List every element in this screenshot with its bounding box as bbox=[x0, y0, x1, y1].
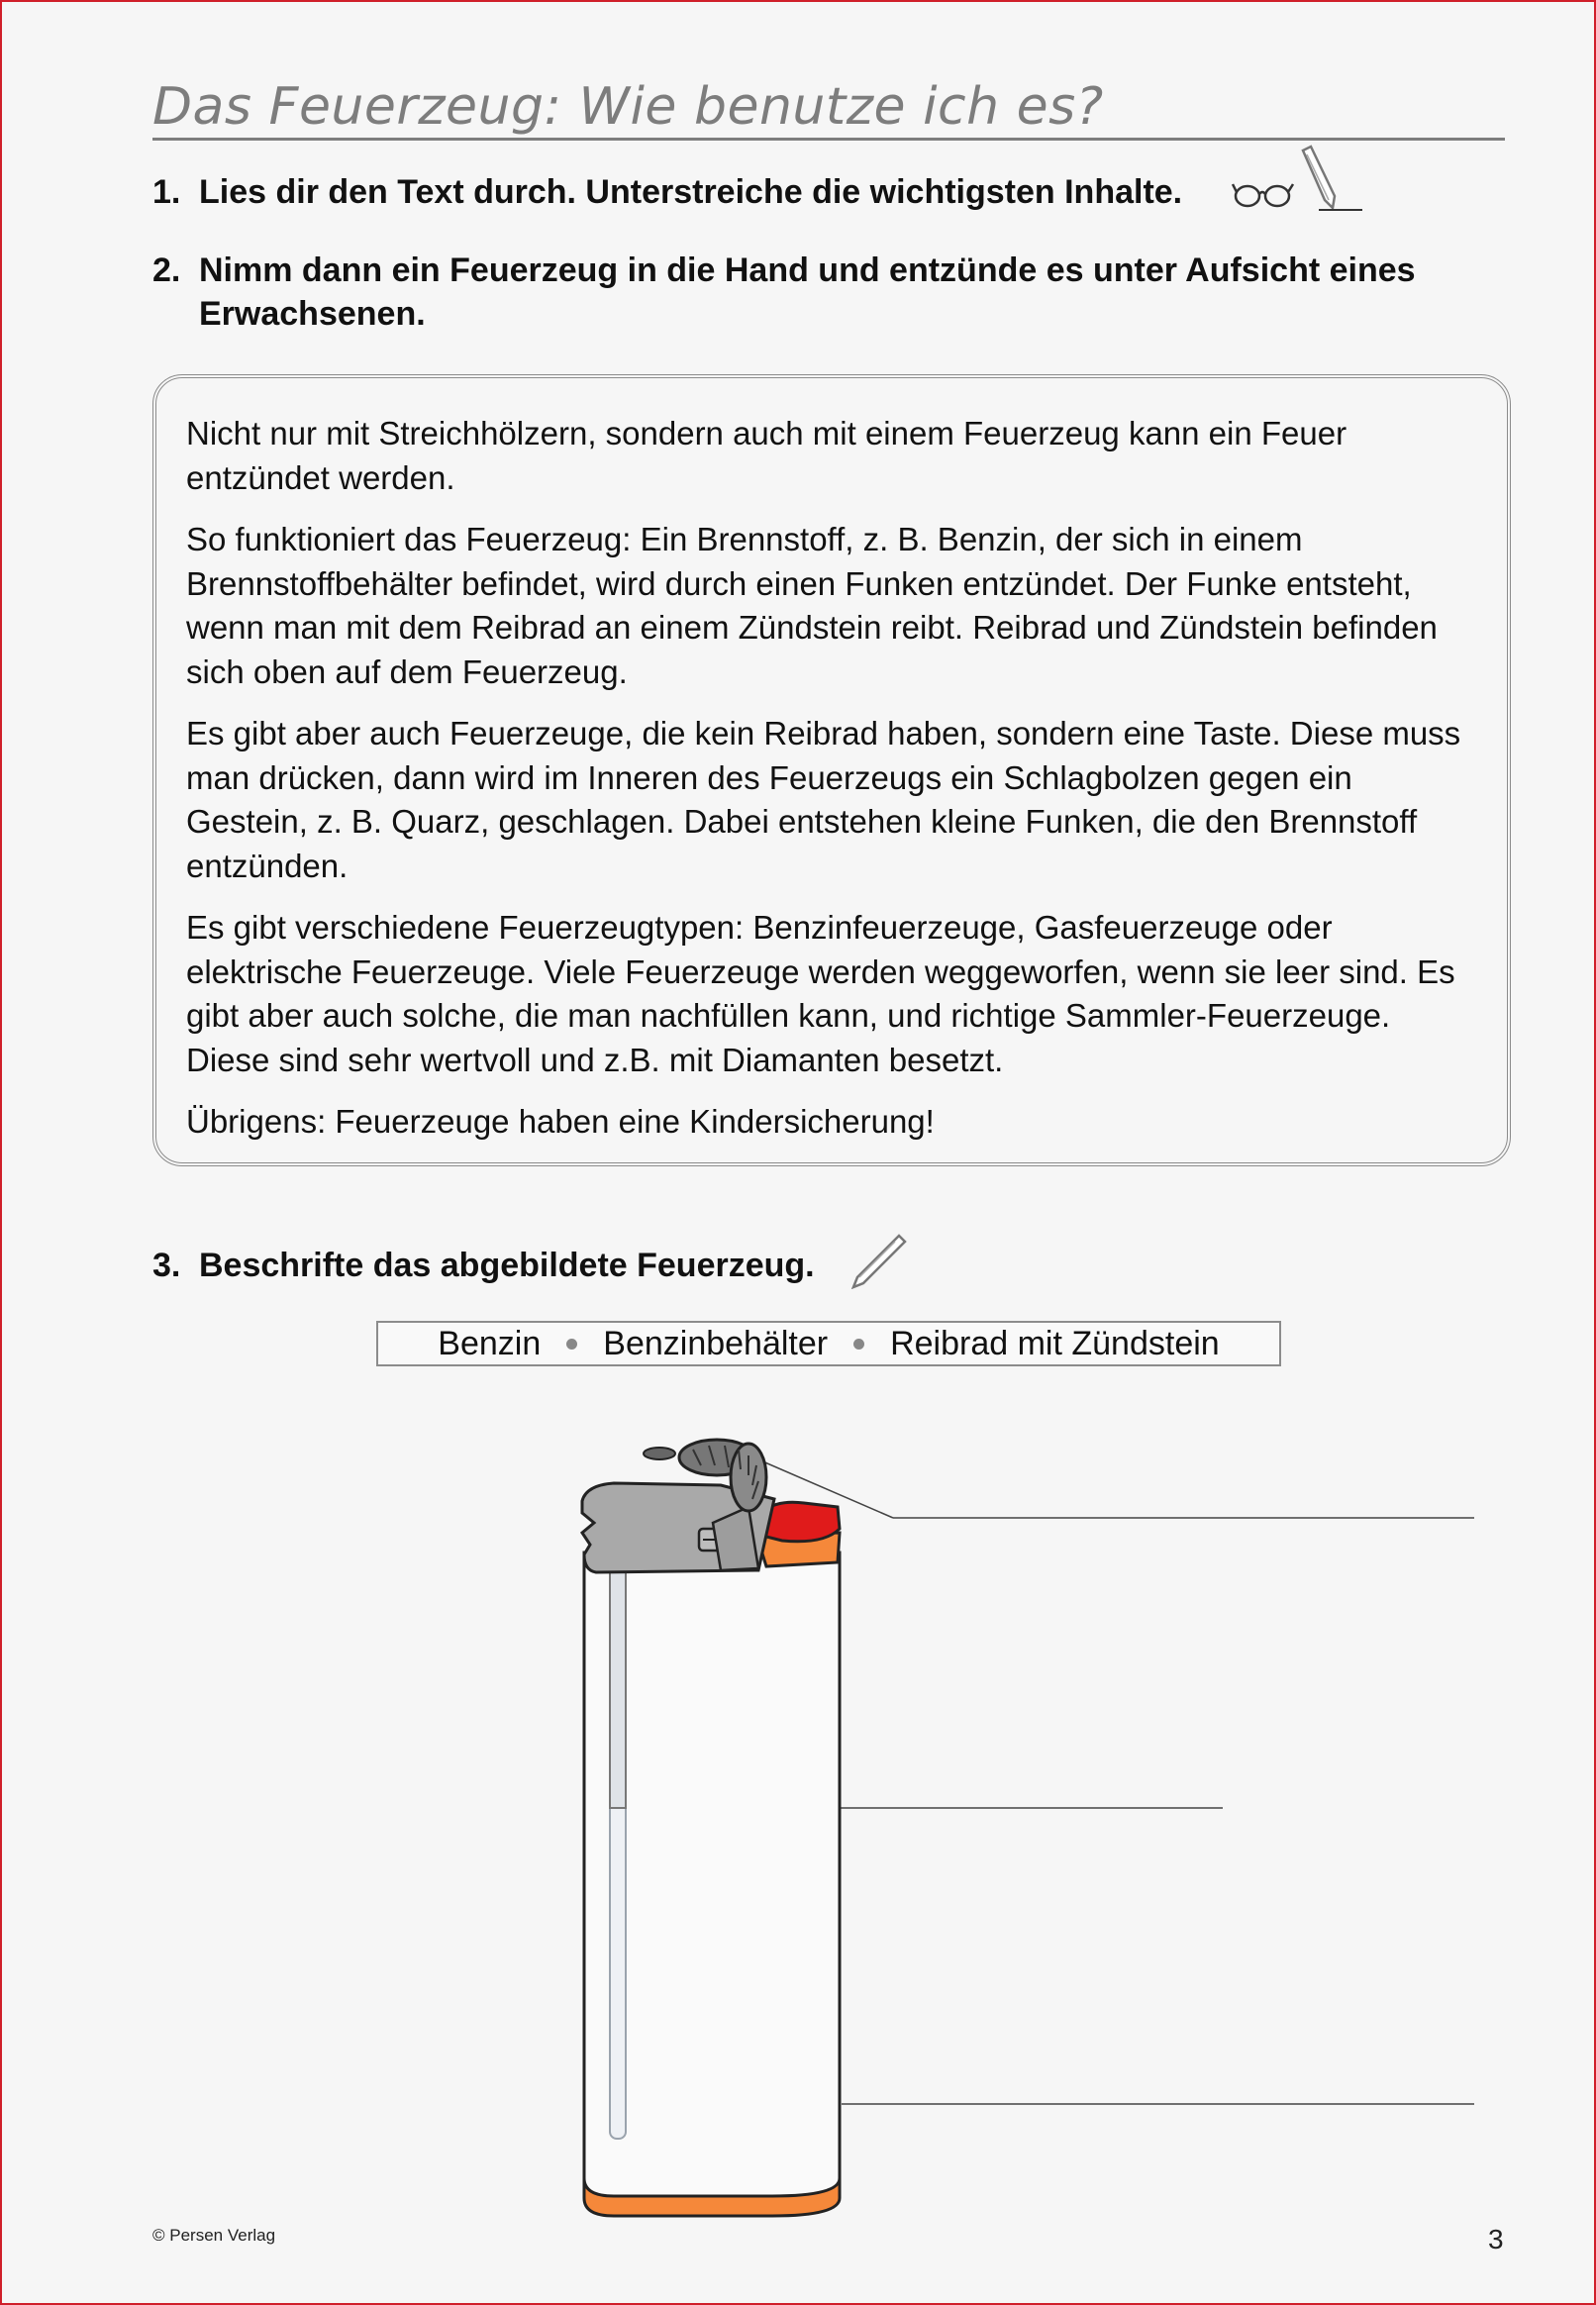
task-number: 3. bbox=[152, 1247, 181, 1284]
reading-text-box bbox=[152, 374, 1511, 1166]
paragraph: So funktioniert das Feuerzeug: Ein Brennstoff, z. B. Benzin, der sich in einem Brennstoffbehälter befindet, wird durch einen Funken entzündet. Der Funke entsteht, wenn man mit dem Reibrad an einem Zündstein reibt. Reibrad und Zündstein befinden sich oben auf dem Feuerzeug. bbox=[186, 521, 1438, 690]
lighter-illustration bbox=[554, 1406, 1505, 2228]
task-2 bbox=[152, 249, 1499, 336]
task-number: 2. bbox=[152, 251, 181, 289]
word-bank-item: Benzin bbox=[438, 1324, 542, 1362]
word-bank-item: Benzinbehälter bbox=[603, 1324, 829, 1362]
word-bank-item: Reibrad mit Zündstein bbox=[890, 1324, 1220, 1362]
word-bank bbox=[376, 1321, 1281, 1366]
task-3 bbox=[152, 1244, 1499, 1287]
paragraph: Übrigens: Feuerzeuge haben eine Kindersicherung! bbox=[186, 1103, 935, 1140]
paragraph: Nicht nur mit Streichhölzern, sondern auch mit einem Feuerzeug kann ein Feuer entzündet werden. bbox=[186, 415, 1347, 496]
task-text: Beschrifte das abgebildete Feuerzeug. bbox=[199, 1247, 815, 1284]
pencil-icon bbox=[849, 1234, 907, 1289]
fuel-tube-upper bbox=[610, 1560, 626, 1808]
copyright: © Persen Verlag bbox=[152, 2226, 276, 2245]
title-underline bbox=[152, 138, 1505, 141]
glasses-icon bbox=[1232, 174, 1295, 214]
separator-dot bbox=[853, 1339, 864, 1350]
separator-dot bbox=[566, 1339, 577, 1350]
task-text: Nimm dann ein Feuerzeug in die Hand und entzünde es unter Aufsicht eines Erwachsenen. bbox=[199, 251, 1416, 333]
page-title: Das Feuerzeug: Wie benutze ich es? bbox=[152, 77, 1104, 137]
page-number: 3 bbox=[1488, 2224, 1504, 2255]
pencil-icon bbox=[1299, 145, 1364, 216]
task-number: 1. bbox=[152, 173, 181, 211]
paragraph: Es gibt aber auch Feuerzeuge, die kein Reibrad haben, sondern eine Taste. Diese muss man drücken, dann wird im Inneren des Feuerzeugs ein Schlagbolzen gegen ein Gestein, z. B. Quarz, geschlagen. Dabei entstehen kleine Funken, die den Brennstoff entzünden. bbox=[186, 715, 1461, 884]
paragraph: Es gibt verschiedene Feuerzeugtypen: Benzinfeuerzeuge, Gasfeuerzeuge oder elektrische Feuerzeuge. Viele Feuerzeuge werden weggeworfen, wenn sie leer sind. Es gibt aber auch solche, die man nachfüllen kann, und richtige Sammler-Feuerzeuge. Diese sind sehr wertvoll und z.B. mit Diamanten besetzt. bbox=[186, 909, 1455, 1078]
task-1 bbox=[152, 170, 1499, 214]
task-text: Lies dir den Text durch. Unterstreiche die wichtigsten Inhalte. bbox=[199, 173, 1183, 211]
